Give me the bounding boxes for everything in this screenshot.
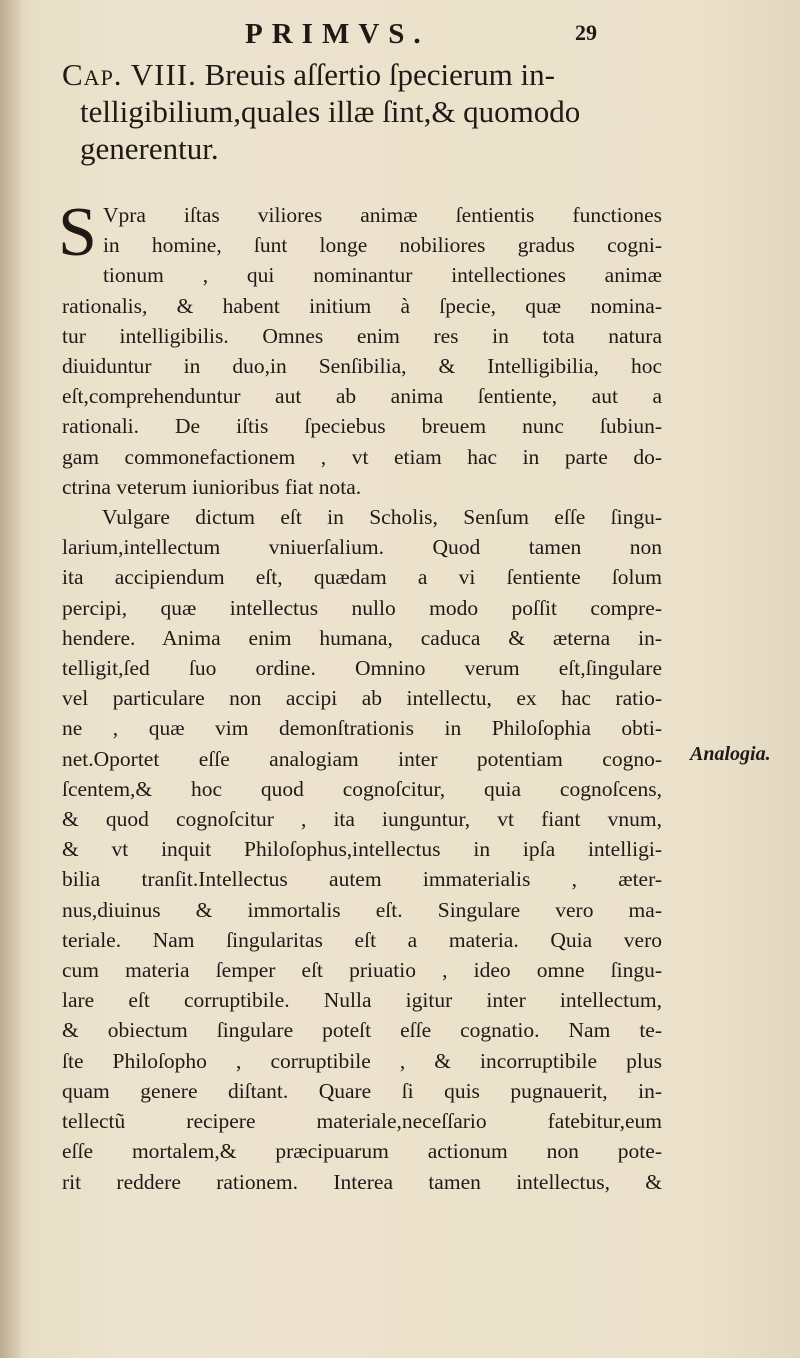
text-line: gam commonefactionem , vt etiam hac in parte do- [62,444,662,469]
chapter-heading [62,56,632,167]
text-line: tur intelligibilis. Omnes enim res in tota natura [62,323,662,348]
text-line: rit reddere rationem. Interea tamen intellectus, & [62,1169,662,1194]
body-text [58,194,662,1197]
text-line: vel particulare non accipi ab intellectu, ex hac ratio- [62,686,662,711]
text-line: rationali. De iſtis ſpeciebus breuem nunc ſubiun- [62,414,662,439]
text-line: & quod cognoſcitur , ita iunguntur, vt fiant vnum, [62,807,662,832]
text-line: rationalis, & habent initium à ſpecie, quæ nomina- [62,293,662,318]
paragraph-1 [62,200,662,502]
drop-cap: S [58,194,97,271]
text-line: teriale. Nam ſingularitas eſt a materia. Quia vero [62,927,662,952]
text-line: tionum , qui nominantur intellectiones animæ [102,263,662,288]
text-line: ſcentem,& hoc quod cognoſcitur, quia cognoſcens, [62,776,662,801]
marginal-note: Analogia. [690,743,771,765]
page-header [60,14,660,54]
text-line: net.Oportet eſſe analogiam inter potentiam cogno- [62,746,662,771]
text-line: lare eſt corruptibile. Nulla igitur inter intellectum, [62,988,662,1013]
text-line: hendere. Anima enim humana, caduca & æterna in- [62,625,662,650]
text-line: ctrina veterum iunioribus fiat nota. [62,474,362,499]
text-line: cum materia ſemper eſt priuatio , ideo omne ſingu- [62,958,662,983]
chapter-label: Cap. VIII. [62,57,197,92]
text-line: Vulgare dictum eſt in Scholis, Senſum eſſe ſingu- [102,505,662,530]
text-line: & obiectum ſingulare poteſt eſſe cognatio. Nam te- [62,1018,662,1043]
text-line: nus,diuinus & immortalis eſt. Singulare vero ma- [62,897,662,922]
page-number: 29 [575,20,597,45]
text-line: ita accipiendum eſt, quædam a vi ſentiente ſolum [62,565,662,590]
text-line: eſt,comprehenduntur aut ab anima ſentiente, aut a [62,384,662,409]
text-line: telligit,ſed ſuo ordine. Omnino verum eſt,ſingulare [62,656,662,681]
text-line: diuiduntur in duo,in Senſibilia, & Intelligibilia, hoc [62,354,662,379]
chapter-title-line-3: generentur. [80,131,219,166]
text-line: quam genere diſtant. Quare ſi quis pugnauerit, in- [62,1078,662,1103]
running-head: PRIMVS. [245,18,430,50]
paragraph-2 [62,502,662,1197]
text-line: Vpra iſtas viliores animæ ſentientis functiones [102,203,662,227]
page-gutter [0,0,22,1358]
text-line: bilia tranſit.Intellectus autem immaterialis , æter- [62,867,662,892]
chapter-title-line-1: Breuis aſſertio ſpecierum in- [204,57,555,92]
text-line: ſte Philoſopho , corruptibile , & incorruptibile plus [62,1048,662,1073]
text-line: tellectũ recipere materiale,neceſſario fatebitur,eum [62,1109,662,1134]
text-line: larium,intellectum vniuerſalium. Quod tamen non [62,535,662,560]
text-line: ne , quæ vim demonſtrationis in Philoſophia obti- [62,716,662,741]
text-line: percipi, quæ intellectus nullo modo poſſit compre- [62,595,662,620]
text-line: eſſe mortalem,& præcipuarum actionum non pote- [62,1139,662,1164]
text-line: in homine, ſunt longe nobiliores gradus cogni- [102,233,662,258]
chapter-title-line-2: telligibilium,quales illæ ſint,& quomodo [80,94,581,129]
text-line: & vt inquit Philoſophus,intellectus in ipſa intelligi- [62,837,662,862]
